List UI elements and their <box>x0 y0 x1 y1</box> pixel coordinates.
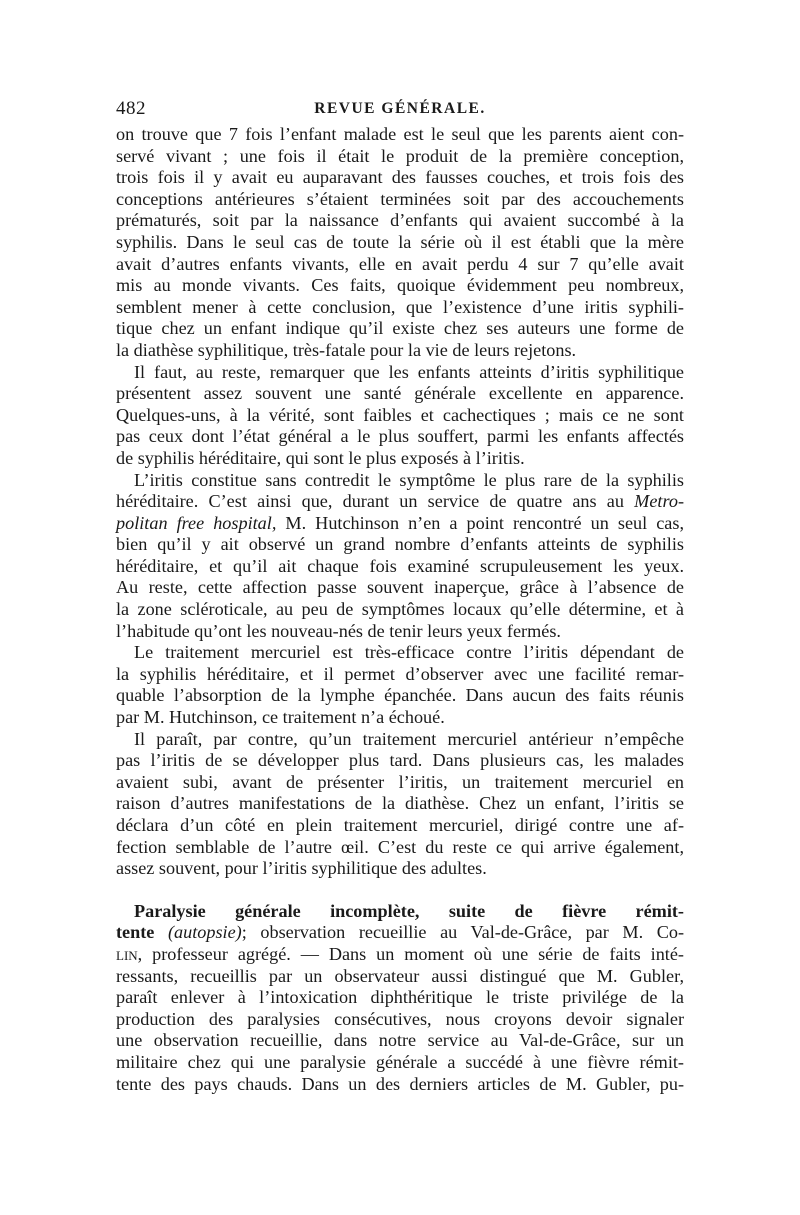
text-line: avaient subi, avant de présenter l’iritis, un traitement mercuriel en <box>116 771 684 792</box>
text-line: on trouve que 7 fois l’enfant malade est le seul que les parents aient con- <box>116 124 684 144</box>
text-line: l’habitude qu’ont les nouveau-nés de tenir leurs yeux fermés. <box>116 620 561 641</box>
text-line <box>116 491 684 513</box>
text-line <box>116 922 684 944</box>
text-line: une observation recueillie, dans notre service au Val-de-Grâce, sur un <box>116 1030 684 1051</box>
text-line: quable l’absorption de la lymphe épanchée. Dans aucun des faits réunis <box>116 685 684 706</box>
text-line: Il faut, au reste, remarquer que les enfants atteints d’iritis syphilitique <box>134 361 684 382</box>
text-line: la syphilis héréditaire, et il permet d’observer avec une facilité remar- <box>116 663 684 684</box>
text-line: présentent assez souvent une santé générale excellente en apparence. <box>116 383 684 404</box>
text-line: avait d’autres enfants vivants, elle en avait perdu 4 sur 7 qu’elle avait <box>116 253 684 274</box>
text-line: tique chez un enfant indique qu’il existe chez ses auteurs une forme de <box>116 318 684 339</box>
text-line: la diathèse syphilitique, très-fatale pour la vie de leurs rejetons. <box>116 339 577 360</box>
text-line: trois fois il y avait eu auparavant des fausses couches, et trois fois des <box>116 167 684 188</box>
text-line: Au reste, cette affection passe souvent inaperçue, grâce à l’absence de <box>116 577 684 598</box>
text-line <box>116 513 684 535</box>
text-fragment: , professeur agrégé. — Dans un moment où une série de faits inté- <box>137 943 684 964</box>
text-line: prématurés, soit par la naissance d’enfants qui avaient succombé à la <box>116 210 684 231</box>
text-line: assez souvent, pour l’iritis syphilitique des adultes. <box>116 858 487 879</box>
text-line: paraît enlever à l’intoxication diphthéritique le triste privilége de la <box>116 987 684 1008</box>
text-line: déclara d’un côté en plein traitement mercuriel, dirigé contre une af- <box>116 815 684 835</box>
text-line: conceptions antérieures s’étaient terminées soit par des accouchements <box>116 188 684 209</box>
text-line: syphilis. Dans le seul cas de toute la série où il est établi que la mère <box>116 231 684 252</box>
text-line: Le traitement mercuriel est très-efficace contre l’iritis dépendant de <box>134 642 684 663</box>
text-fragment: héréditaire. C’est ainsi que, durant un service de quatre ans au <box>116 491 624 512</box>
text-line: Quelques-uns, à la vérité, sont faibles et cachectiques ; mais ce ne sont <box>116 404 684 425</box>
text-line: L’iritis constitue sans contredit le symptôme le plus rare de la syphilis <box>134 469 684 490</box>
text-line: bien qu’il y ait observé un grand nombre d’enfants atteints de syphilis <box>116 534 684 555</box>
text-line: semblent mener à cette conclusion, que l’existence d’une iritis syphili- <box>116 296 684 317</box>
section-separator <box>116 880 684 901</box>
text-fragment: ; observation recueillie au Val-de-Grâce, par M. Co- <box>241 922 685 943</box>
text-line: militaire chez qui une paralysie générale a succédé à une fièvre rémit- <box>116 1051 684 1072</box>
page-header <box>116 98 684 124</box>
text-line: par M. Hutchinson, ce traitement n’a échoué. <box>116 707 445 728</box>
italic-fragment: politan free hospital, <box>116 512 277 533</box>
italic-fragment: (autopsie) <box>167 922 242 943</box>
text-line: héréditaire, et qu’il ait chaque fois examiné scrupuleusement les yeux. <box>116 555 684 576</box>
text-line: production des paralysies consécutives, nous croyons devoir signaler <box>116 1008 684 1029</box>
section-heading: Paralysie générale incomplète, suite de fièvre rémit- <box>134 900 684 921</box>
text-line: pas l’iritis de se développer plus tard. Dans plusieurs cas, les malades <box>116 750 684 771</box>
text-line: fection semblable de l’autre œil. C’est du reste ce qui arrive également, <box>116 836 684 857</box>
text-line: pas ceux dont l’état général a le plus souffert, parmi les enfants affectés <box>116 426 684 447</box>
running-title: REVUE GÉNÉRALE. <box>314 100 486 117</box>
text-line: ressants, recueillis par un observateur aussi distingué que M. Gubler, <box>116 965 684 986</box>
text-line: raison d’autres manifestations de la diathèse. Chez un enfant, l’iritis se <box>116 793 684 814</box>
heading-fragment: tente <box>116 922 155 943</box>
text-line: servé vivant ; une fois il était le produit de la première conception, <box>116 145 684 166</box>
italic-fragment: Metro- <box>634 491 685 512</box>
page-number: 482 <box>116 98 146 119</box>
text-line: la zone scléroticale, au peu de symptômes locaux qu’elle détermine, et à <box>116 599 684 620</box>
text-line: tente des pays chauds. Dans un des derniers articles de M. Gubler, pu- <box>116 1073 684 1094</box>
body-text <box>116 124 684 1095</box>
text-fragment: M. Hutchinson n’en a point rencontré un seul cas, <box>285 512 685 533</box>
text-line: Il paraît, par contre, qu’un traitement mercuriel antérieur n’empêche <box>134 728 684 749</box>
text-line: de syphilis héréditaire, qui sont le plus exposés à l’iritis. <box>116 447 525 468</box>
smallcaps-fragment: lin <box>116 943 138 964</box>
text-line <box>116 944 684 966</box>
text-line: mis au monde vivants. Ces faits, quoique évidemment peu nombreux, <box>116 275 684 296</box>
